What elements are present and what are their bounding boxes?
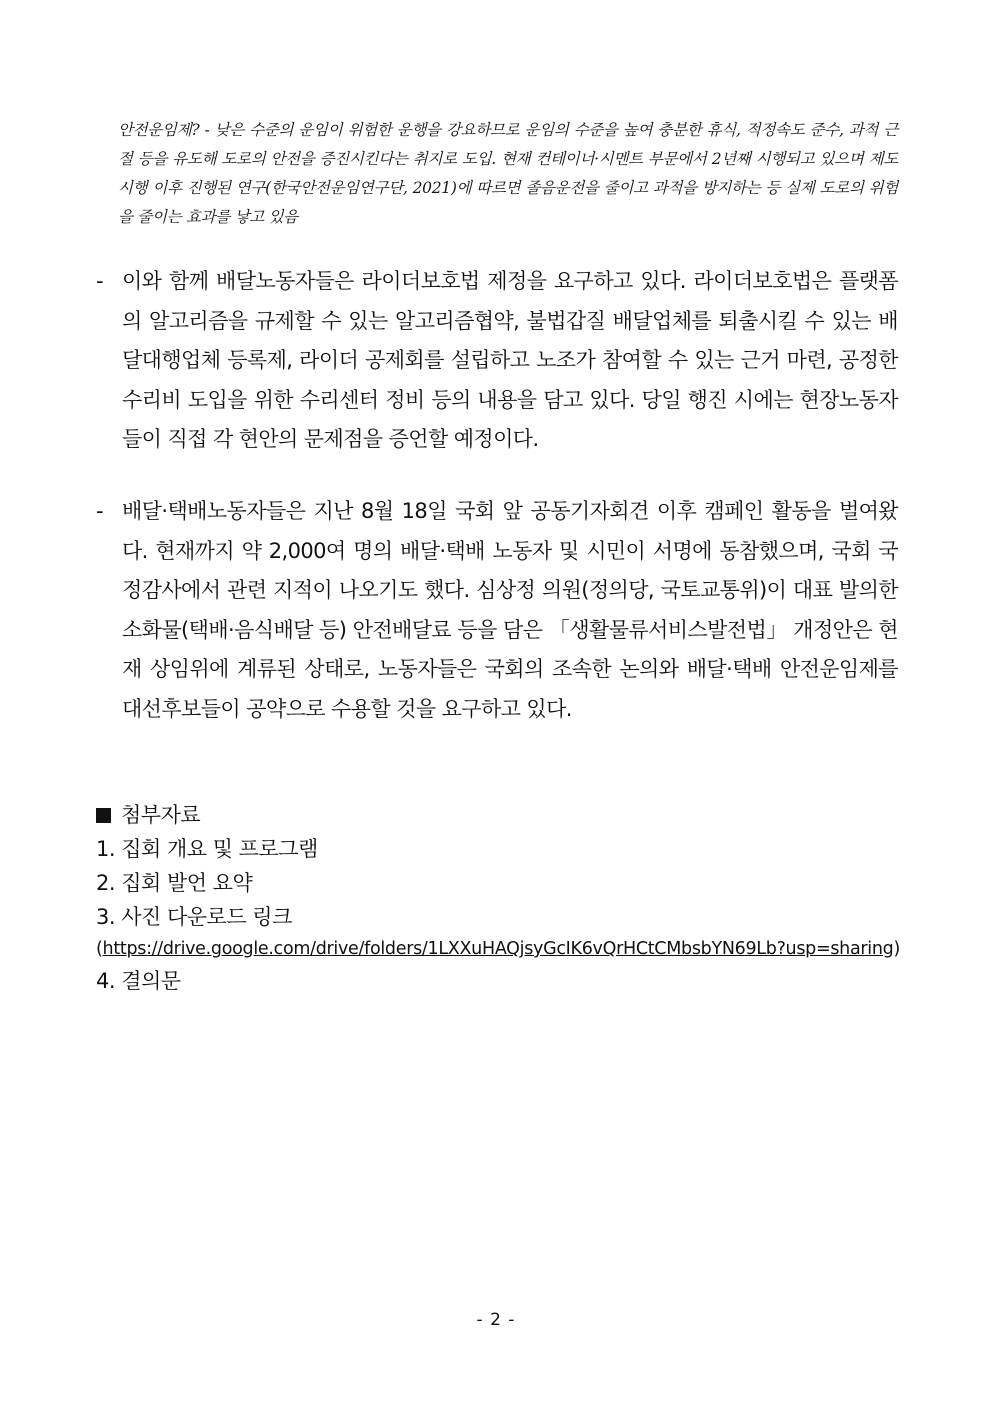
paragraph-campaign-activity (96, 492, 898, 729)
photo-download-link-row (96, 934, 900, 964)
page-number: - 2 - (476, 1310, 516, 1330)
photo-download-link[interactable]: https://drive.google.com/drive/folders/1LXXuHAQjsyGcIK6vQrHCtCMbsbYN69Lb?usp=sharing (102, 939, 894, 959)
attachment-item: 3. 사진 다운로드 링크 (96, 905, 292, 929)
link-open-paren: ( (96, 939, 103, 959)
link-close-paren: ) (893, 939, 900, 959)
paragraph-text: 배달·택배노동자들은 지난 8월 18일 국회 앞 공동기자회견 이후 캠페인 활동을 벌여왔다. 현재까지 약 2,000여 명의 배달·택배 노동자 및 시민이 서명에 동참했으며, 국회 국정감사에서 관련 지적이 나오기도 했다. 심상정 의원(정의당, 국토교통위)이 대표 발의한 소화물(택배·음식배달 등) 안전배달료 등을 담은 「생활물류서비스발전법」 개정안은 현재 상임위에 계류된 상태로, 노동자들은 국회의 조속한 논의와 배달·택배 안전운임제를 대선후보들이 공약으로 수용할 것을 요구하고 있다. (122, 499, 898, 721)
attachment-item: 1. 집회 개요 및 프로그램 (96, 837, 318, 861)
paragraph-bullet: - (96, 499, 103, 523)
attachments-heading (96, 798, 896, 832)
black-square-icon (96, 808, 111, 823)
safe-freight-note: 안전운임제? - 낮은 수준의 운임이 위험한 운행을 강요하므로 운임의 수준을 높여 충분한 휴식, 적정속도 준수, 과적 근절 등을 유도해 도로의 안전을 증진시킨다는 취지로 도입. 현재 컨테이너·시멘트 부문에서 2년째 시행되고 있으며 제도 시행 이후 진행된 연구(한국안전운임연구단, 2021)에 따르면 졸음운전을 줄이고 과적을 방지하는 등 실제 도로의 위험을 줄이는 효과를 낳고 있음 (118, 121, 898, 226)
attachments-section (96, 798, 900, 998)
paragraph-text: 이와 함께 배달노동자들은 라이더보호법 제정을 요구하고 있다. 라이더보호법은 플랫폼의 알고리즘을 규제할 수 있는 알고리즘협약, 불법갑질 배달업체를 퇴출시킬 수 있는 배달대행업체 등록제, 라이더 공제회를 설립하고 노조가 참여할 수 있는 근거 마련, 공정한 수리비 도입을 위한 수리센터 정비 등의 내용을 담고 있다. 당일 행진 시에는 현장노동자들이 직접 각 현안의 문제점을 증언할 예정이다. (122, 269, 898, 451)
attachments-heading-label: 첨부자료 (121, 803, 201, 827)
paragraph-rider-protection-law (96, 262, 898, 460)
attachment-item: 2. 집회 발언 요약 (96, 871, 253, 895)
attachment-item: 4. 결의문 (96, 969, 181, 993)
paragraph-bullet: - (96, 269, 103, 293)
